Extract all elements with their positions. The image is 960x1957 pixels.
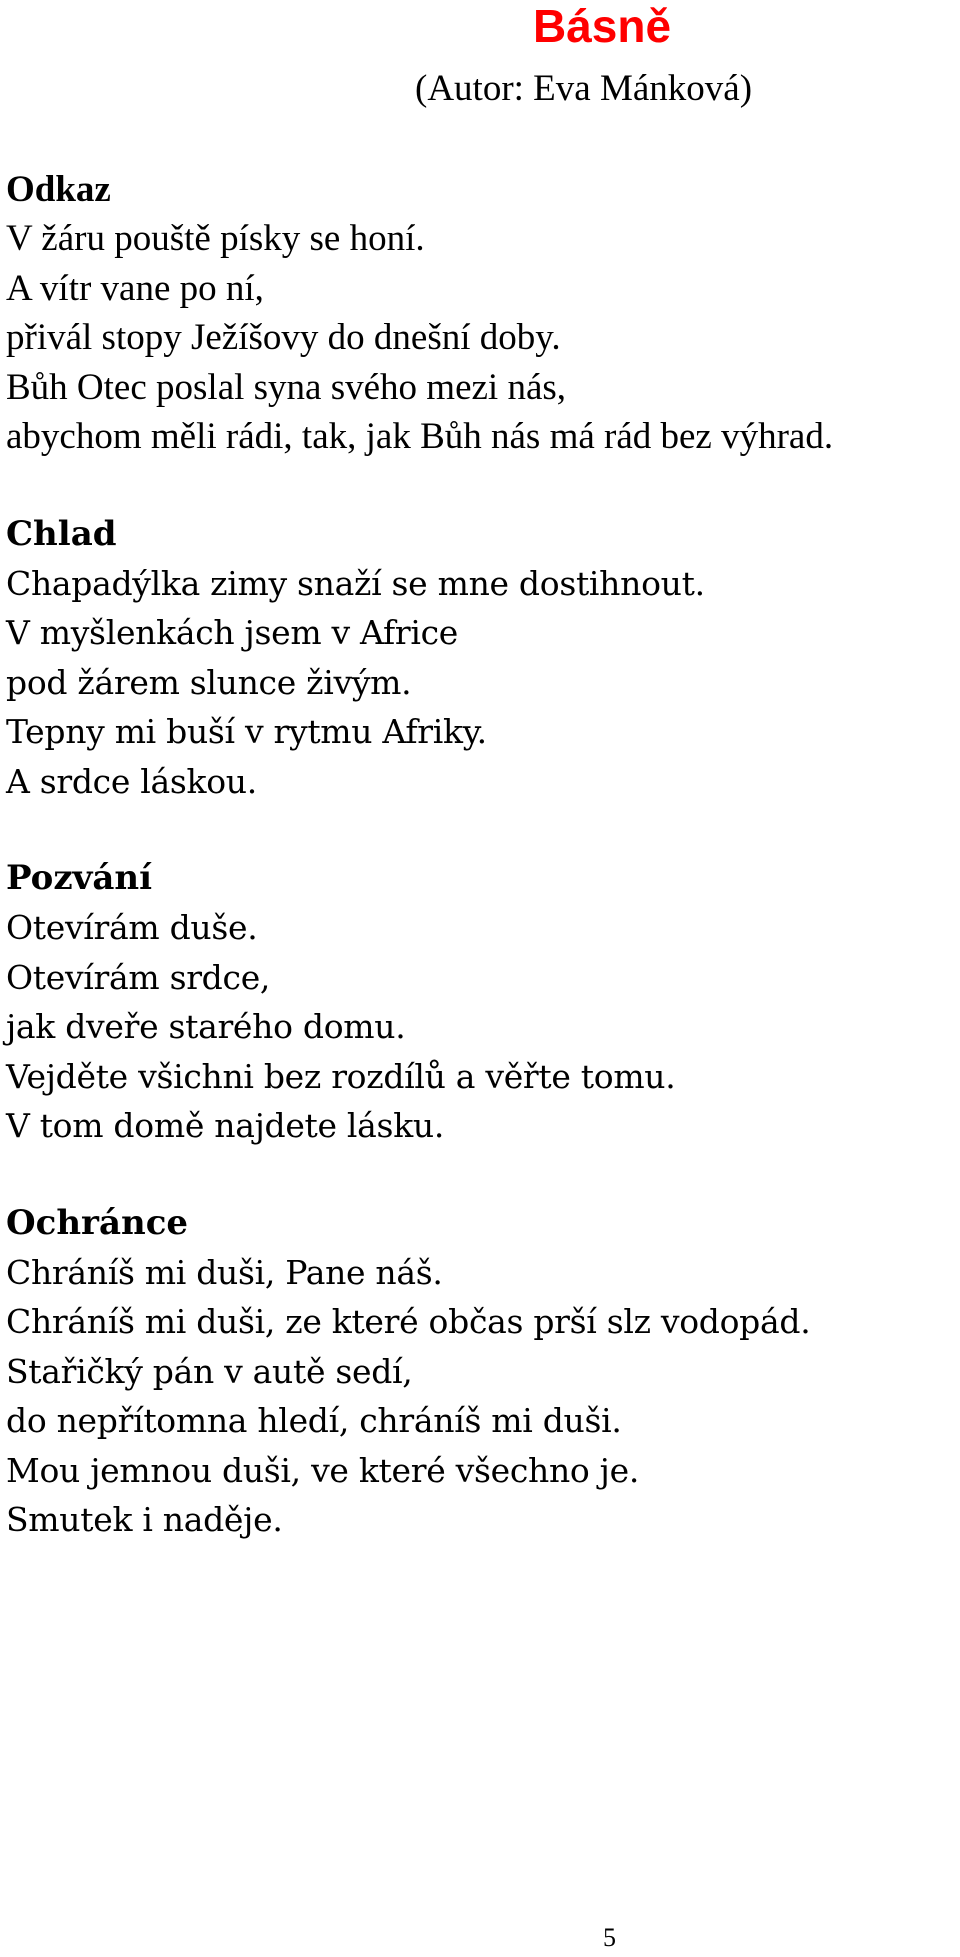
poem-heading: Chlad (6, 513, 117, 554)
poems-container (6, 165, 956, 1593)
poem-line: Vejděte všichni bez rozdílů a věřte tomu. (6, 1056, 676, 1096)
poem-line: Chráníš mi duši, ze které občas prší slz vodopád. (6, 1302, 811, 1341)
poem-line: Tepny mi buší v rytmu Afriky. (6, 712, 487, 751)
poem-odkaz (6, 165, 956, 462)
poem-line: do nepřítomna hledí, chráníš mi duši. (6, 1401, 622, 1440)
poem-line: V myšlenkách jsem v Africe (6, 613, 459, 652)
poem-line: V tom domě najdete lásku. (6, 1106, 445, 1145)
poem-line: Chapadýlka zimy snaží se mne dostihnout. (6, 563, 705, 603)
page-number: 5 (603, 1923, 616, 1952)
poem-line: Mou jemnou duši, ve které všechno je. (6, 1450, 640, 1490)
poem-line: Chráníš mi duši, Pane náš. (6, 1252, 443, 1292)
poem-heading: Pozvání (6, 858, 153, 898)
poem-line: jak dveře starého domu. (6, 1007, 406, 1046)
page-title: Básně (533, 0, 672, 52)
poem-line: pod žárem slunce živým. (6, 662, 412, 702)
poem-line: Stařičký pán v autě sedí, (6, 1351, 413, 1391)
poem-chlad (6, 510, 956, 807)
poem-line: V žáru pouště písky se honí. (6, 218, 425, 259)
poem-line: Smutek i naděje. (6, 1500, 283, 1539)
author-line: (Autor: Eva Mánková) (415, 68, 753, 109)
poem-line: A srdce láskou. (6, 761, 257, 801)
poem-line: přivál stopy Ježíšovy do dnešní doby. (6, 317, 561, 358)
poem-line: A vítr vane po ní, (6, 267, 264, 309)
poem-heading: Odkaz (6, 169, 111, 210)
poem-ochrance (6, 1199, 956, 1545)
poem-line: abychom měli rádi, tak, jak Bůh nás má rád bez výhrad. (6, 416, 834, 457)
poem-heading: Ochránce (6, 1202, 189, 1243)
poem-pozvani (6, 854, 956, 1151)
poem-line: Bůh Otec poslal syna svého mezi nás, (6, 366, 567, 408)
poem-line: Otevírám srdce, (6, 957, 271, 997)
poem-line: Otevírám duše. (6, 908, 258, 947)
